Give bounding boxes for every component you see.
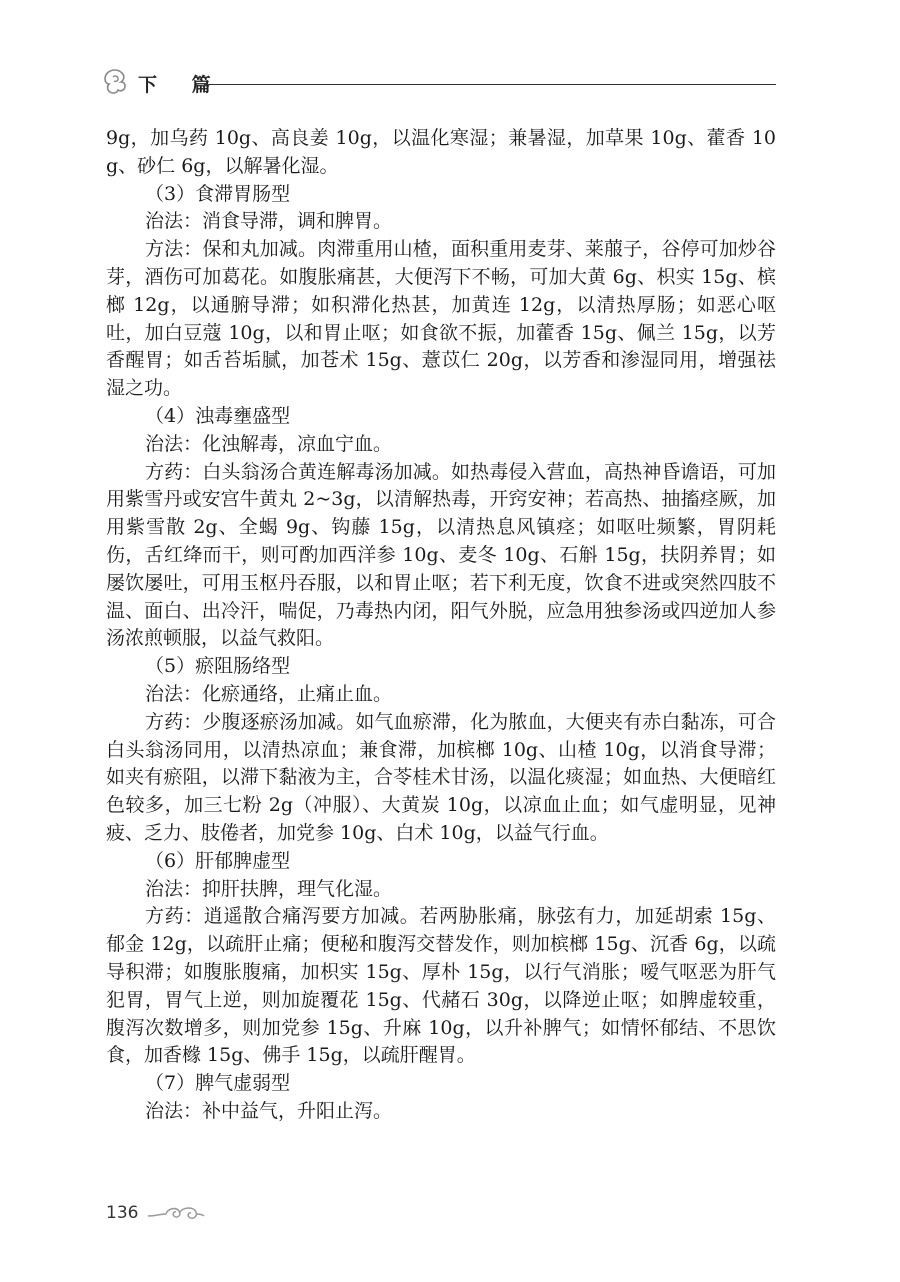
paragraph: 治法：补中益气，升阳止泻。 — [145, 1099, 393, 1122]
paragraph: 方药：少腹逐瘀汤加减。如气血瘀滞，化为脓血，大便夹有赤白黏冻，可合白头翁汤同用，以清热凉血；兼食滞，加槟榔 10g、山楂 10g，以消食导滞；如夹有瘀阻，以滞下黏液为主，合苓桂术甘汤，以温化痰湿；如血热、大便暗红色较多，加三七粉 2g（冲服）、大黄炭 10g，以凉血止血；如气虚明显，见神疲、乏力、肢倦者，加党参 10g、白术 10g，以益气行血。 — [106, 710, 776, 844]
subheading: （5）瘀阻肠络型 — [145, 655, 291, 678]
paragraph: 方法：保和丸加减。肉滞重用山楂，面积重用麦芽、莱菔子，谷停可加炒谷芽，酒伤可加葛花。如腹胀痛甚，大便泻下不畅，可加大黄 6g、枳实 15g、槟榔 12g，以通腑导滞；如积滞化热甚，加黄连 12g，以清热厚肠；如恶心呕吐，加白豆蔻 10g，以和胃止呕；如食欲不振，加藿香 15g、佩兰 15g，以芳香醒胃；如舌苔垢腻，加苍术 15g、薏苡仁 20g，以芳香和渗湿同用，增强祛湿之功。 — [106, 238, 776, 400]
paragraph: 方药：白头翁汤合黄连解毒汤加减。如热毒侵入营血，高热神昏谵语，可加用紫雪丹或安宫牛黄丸 2~3g，以清解热毒，开窍安神；若高热、抽搐痉厥，加用紫雪散 2g、全蝎 9g、钩藤 15g，以清热息风镇痉；如呕吐频繁，胃阴耗伤，舌红绛而干，则可酌加西洋参 10g、麦冬 10g、石斛 15g，扶阴养胃；如屡饮屡吐，可用玉枢丹吞服，以和胃止呕；若下利无度，饮食不进或突然四肢不温、面白、出冷汗，喘促，乃毒热内闭，阳气外脱，应急用独参汤或四逆加人参汤浓煎顿服，以益气救阳。 — [106, 460, 776, 650]
section-title: 下 篇 — [138, 74, 225, 96]
paragraph: 9g，加乌药 10g、高良姜 10g，以温化寒湿；兼暑湿，加草果 10g、藿香 10g、砂仁 6g，以解暑化湿。 — [106, 127, 776, 177]
paragraph: 治法：化瘀通络，止痛止血。 — [145, 682, 393, 705]
paragraph: 治法：消食导滞，调和脾胃。 — [145, 210, 393, 233]
subheading: （4）浊毒壅盛型 — [145, 404, 291, 427]
cloud-swirl-icon — [146, 1200, 206, 1226]
paragraph: 治法：抑肝扶脾，理气化湿。 — [145, 877, 393, 900]
page-header — [100, 64, 776, 104]
subheading: （6）肝郁脾虚型 — [145, 849, 291, 872]
header-rule — [204, 84, 776, 85]
paragraph: 方药：逍遥散合痛泻要方加减。若两胁胀痛，脉弦有力，加延胡索 15g、郁金 12g，以疏肝止痛；便秘和腹泻交替发作，则加槟榔 15g、沉香 6g，以疏导积滞；如腹胀腹痛，加枳实 15g、厚朴 15g，以行气消胀；嗳气呕恶为肝气犯胃，胃气上逆，则加旋覆花 15g、代赭石 30g，以降逆止呕；如脾虚较重，腹泻次数增多，则加党参 15g、升麻 10g，以升补脾气；如情怀郁结、不思饮食，加香橼 15g、佛手 15g，以疏肝醒胃。 — [106, 905, 776, 1067]
subheading: （7）脾气虚弱型 — [145, 1072, 291, 1095]
page-number: 136 — [106, 1203, 139, 1223]
paragraph: 治法：化浊解毒，凉血宁血。 — [145, 432, 393, 455]
subheading: （3）食滞胃肠型 — [145, 182, 291, 205]
body-text — [106, 125, 776, 1126]
cloud-scroll-icon — [100, 66, 130, 96]
